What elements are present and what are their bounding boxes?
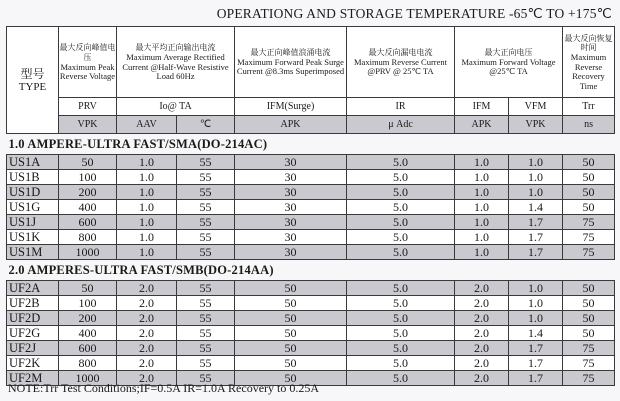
value-cell: 1.7: [509, 215, 563, 230]
unit-cell: APK: [455, 116, 509, 134]
section-heading: 2.0 AMPERES-ULTRA FAST/SMB(DO-214AA): [7, 260, 615, 281]
trr-header-zh: 最大反向恢复时间: [564, 33, 613, 53]
value-cell: 1.0: [117, 215, 177, 230]
value-cell: 50: [563, 200, 615, 215]
value-cell: 55: [177, 281, 235, 296]
value-cell: 1000: [59, 245, 117, 260]
part-number-cell: US1K: [7, 230, 59, 245]
value-cell: 75: [563, 230, 615, 245]
value-cell: 1.0: [455, 245, 509, 260]
value-cell: 50: [563, 155, 615, 170]
value-cell: 2.0: [455, 356, 509, 371]
page-title: OPERATIONG AND STORAGE TEMPERATURE -65℃ TO +175℃: [216, 6, 612, 21]
value-cell: 50: [59, 155, 117, 170]
value-cell: 1.0: [117, 185, 177, 200]
value-cell: 50: [563, 185, 615, 200]
ir-header-zh: 最大反向漏电电流: [368, 48, 433, 58]
value-cell: 2.0: [117, 311, 177, 326]
value-cell: 400: [59, 326, 117, 341]
value-cell: 1.0: [455, 155, 509, 170]
value-cell: 1.7: [509, 230, 563, 245]
section-heading-row: [7, 260, 615, 281]
value-cell: 55: [177, 356, 235, 371]
value-cell: 1.0: [509, 311, 563, 326]
value-cell: 1.0: [509, 185, 563, 200]
value-cell: 30: [235, 185, 347, 200]
value-cell: 5.0: [347, 356, 455, 371]
part-number-cell: US1A: [7, 155, 59, 170]
value-cell: 1.0: [455, 170, 509, 185]
part-number-cell: US1M: [7, 245, 59, 260]
value-cell: 2.0: [455, 371, 509, 386]
value-cell: 1.0: [117, 155, 177, 170]
value-cell: 2.0: [455, 311, 509, 326]
table-row: [7, 170, 615, 185]
table-row: [7, 185, 615, 200]
value-cell: 1.0: [509, 155, 563, 170]
value-cell: 100: [59, 170, 117, 185]
unit-cell: ℃: [177, 116, 235, 134]
unit-cell: VPK: [59, 116, 117, 134]
value-cell: 1.0: [455, 215, 509, 230]
value-cell: 2.0: [455, 326, 509, 341]
value-cell: 50: [235, 356, 347, 371]
symbol-cell: Trr: [563, 98, 615, 116]
value-cell: 5.0: [347, 200, 455, 215]
io-header: [117, 27, 235, 98]
ifm-header: [235, 27, 347, 98]
io-header-en: Maximum Average Rectified Current @Half-Wave Resistive Load 60Hz: [122, 51, 229, 82]
value-cell: 2.0: [455, 341, 509, 356]
table-row: [7, 215, 615, 230]
part-number-cell: UF2J: [7, 341, 59, 356]
value-cell: 800: [59, 356, 117, 371]
value-cell: 55: [177, 296, 235, 311]
trr-header: [563, 27, 615, 98]
value-cell: 50: [235, 296, 347, 311]
ifm-header-en: Maximum Forward Peak Surge Current @8.3ms Superimposed: [236, 56, 345, 77]
value-cell: 1.0: [455, 200, 509, 215]
value-cell: 30: [235, 170, 347, 185]
value-cell: 5.0: [347, 281, 455, 296]
value-cell: 50: [563, 170, 615, 185]
value-cell: 55: [177, 170, 235, 185]
trr-header-en: Maximum Reverse Recovery Time: [570, 51, 607, 91]
vf-header: [455, 27, 563, 98]
value-cell: 2.0: [117, 326, 177, 341]
value-cell: 1.0: [509, 281, 563, 296]
ir-header: [347, 27, 455, 98]
value-cell: 5.0: [347, 170, 455, 185]
table-row: [7, 230, 615, 245]
unit-cell: ns: [563, 116, 615, 134]
specs-table: [6, 26, 615, 386]
value-cell: 2.0: [117, 371, 177, 386]
value-cell: 1.7: [509, 356, 563, 371]
value-cell: 2.0: [117, 281, 177, 296]
value-cell: 5.0: [347, 245, 455, 260]
value-cell: 1.0: [117, 170, 177, 185]
table-row: [7, 281, 615, 296]
value-cell: 55: [177, 341, 235, 356]
value-cell: 1.0: [455, 230, 509, 245]
unit-row: [7, 116, 615, 134]
vf-header-zh: 最大正向电压: [484, 48, 533, 58]
value-cell: 5.0: [347, 341, 455, 356]
test-conditions-note: NOTE:Trr Test Conditions;IF=0.5A IR=1.0A Recovery to 0.25A: [8, 381, 320, 395]
value-cell: 30: [235, 200, 347, 215]
part-number-cell: UF2K: [7, 356, 59, 371]
value-cell: 600: [59, 341, 117, 356]
value-cell: 30: [235, 245, 347, 260]
symbol-cell: IR: [347, 98, 455, 116]
part-number-cell: UF2A: [7, 281, 59, 296]
value-cell: 50: [235, 371, 347, 386]
value-cell: 1.7: [509, 245, 563, 260]
value-cell: 75: [563, 356, 615, 371]
section-heading-row: [7, 134, 615, 155]
table-row: [7, 245, 615, 260]
value-cell: 55: [177, 371, 235, 386]
value-cell: 55: [177, 200, 235, 215]
table-body: [7, 27, 615, 386]
value-cell: 50: [563, 281, 615, 296]
value-cell: 55: [177, 245, 235, 260]
value-cell: 1.0: [117, 245, 177, 260]
value-cell: 50: [563, 296, 615, 311]
value-cell: 600: [59, 215, 117, 230]
value-cell: 100: [59, 296, 117, 311]
table-row: [7, 296, 615, 311]
value-cell: 2.0: [455, 281, 509, 296]
table-row: [7, 326, 615, 341]
value-cell: 1.4: [509, 200, 563, 215]
part-number-cell: US1G: [7, 200, 59, 215]
symbol-cell: IFM(Surge): [235, 98, 347, 116]
ifm-header-zh: 最大正向峰值浪涌电流: [250, 48, 331, 58]
value-cell: 2.0: [117, 356, 177, 371]
prv-header-zh: 最大反向峰值电压: [59, 43, 116, 62]
value-cell: 75: [563, 341, 615, 356]
part-number-cell: US1D: [7, 185, 59, 200]
value-cell: 50: [235, 281, 347, 296]
value-cell: 5.0: [347, 230, 455, 245]
value-cell: 50: [235, 311, 347, 326]
section-heading: 1.0 AMPERE-ULTRA FAST/SMA(DO-214AC): [7, 134, 615, 155]
value-cell: 75: [563, 215, 615, 230]
value-cell: 55: [177, 230, 235, 245]
value-cell: 1.0: [117, 230, 177, 245]
value-cell: 2.0: [117, 341, 177, 356]
value-cell: 50: [563, 311, 615, 326]
value-cell: 200: [59, 185, 117, 200]
value-cell: 1.0: [509, 296, 563, 311]
value-cell: 5.0: [347, 371, 455, 386]
ir-header-en: Maximum Reverse Current @PRV @ 25℃ TA: [354, 56, 448, 77]
value-cell: 30: [235, 230, 347, 245]
type-header: [7, 27, 59, 134]
symbol-cell: PRV: [59, 98, 117, 116]
value-cell: 1.4: [509, 326, 563, 341]
value-cell: 5.0: [347, 155, 455, 170]
table-row: [7, 200, 615, 215]
header-row: [7, 27, 615, 98]
value-cell: 55: [177, 155, 235, 170]
type-header-zh: 型号: [20, 66, 45, 81]
unit-cell: VPK: [509, 116, 563, 134]
value-cell: 55: [177, 215, 235, 230]
part-number-cell: US1J: [7, 215, 59, 230]
value-cell: 800: [59, 230, 117, 245]
unit-cell: μ Adc: [347, 116, 455, 134]
value-cell: 5.0: [347, 311, 455, 326]
value-cell: 5.0: [347, 215, 455, 230]
unit-cell: AAV: [117, 116, 177, 134]
table-row: [7, 155, 615, 170]
value-cell: 55: [177, 311, 235, 326]
value-cell: 1.7: [509, 371, 563, 386]
type-header-en: TYPE: [18, 80, 47, 93]
prv-header: [59, 27, 117, 98]
value-cell: 50: [235, 341, 347, 356]
value-cell: 1.7: [509, 341, 563, 356]
symbol-cell: Io@ TA: [117, 98, 235, 116]
table-row: [7, 341, 615, 356]
value-cell: 50: [59, 281, 117, 296]
part-number-cell: UF2B: [7, 296, 59, 311]
value-cell: 55: [177, 185, 235, 200]
value-cell: 1.0: [455, 185, 509, 200]
value-cell: 2.0: [455, 296, 509, 311]
symbol-row: [7, 98, 615, 116]
table-row: [7, 311, 615, 326]
value-cell: 5.0: [347, 296, 455, 311]
value-cell: 75: [563, 371, 615, 386]
value-cell: 30: [235, 215, 347, 230]
value-cell: 1000: [59, 371, 117, 386]
value-cell: 400: [59, 200, 117, 215]
io-header-zh: 最大平均正向输出电流: [135, 43, 216, 53]
value-cell: 200: [59, 311, 117, 326]
prv-header-en: Maximum Peak Reverse Voltage: [59, 61, 116, 82]
value-cell: 50: [563, 326, 615, 341]
value-cell: 50: [235, 326, 347, 341]
value-cell: 55: [177, 326, 235, 341]
part-number-cell: US1B: [7, 170, 59, 185]
part-number-cell: UF2M: [7, 371, 59, 386]
value-cell: 30: [235, 155, 347, 170]
vf-header-en: Maximum Forward Voltage @25℃ TA: [461, 56, 556, 77]
part-number-cell: UF2D: [7, 311, 59, 326]
value-cell: 5.0: [347, 185, 455, 200]
symbol-cell: IFM: [455, 98, 509, 116]
symbol-cell: VFM: [509, 98, 563, 116]
part-number-cell: UF2G: [7, 326, 59, 341]
value-cell: 1.0: [509, 170, 563, 185]
value-cell: 1.0: [117, 200, 177, 215]
value-cell: 5.0: [347, 326, 455, 341]
table-row: [7, 356, 615, 371]
value-cell: 2.0: [117, 296, 177, 311]
value-cell: 75: [563, 245, 615, 260]
unit-cell: APK: [235, 116, 347, 134]
